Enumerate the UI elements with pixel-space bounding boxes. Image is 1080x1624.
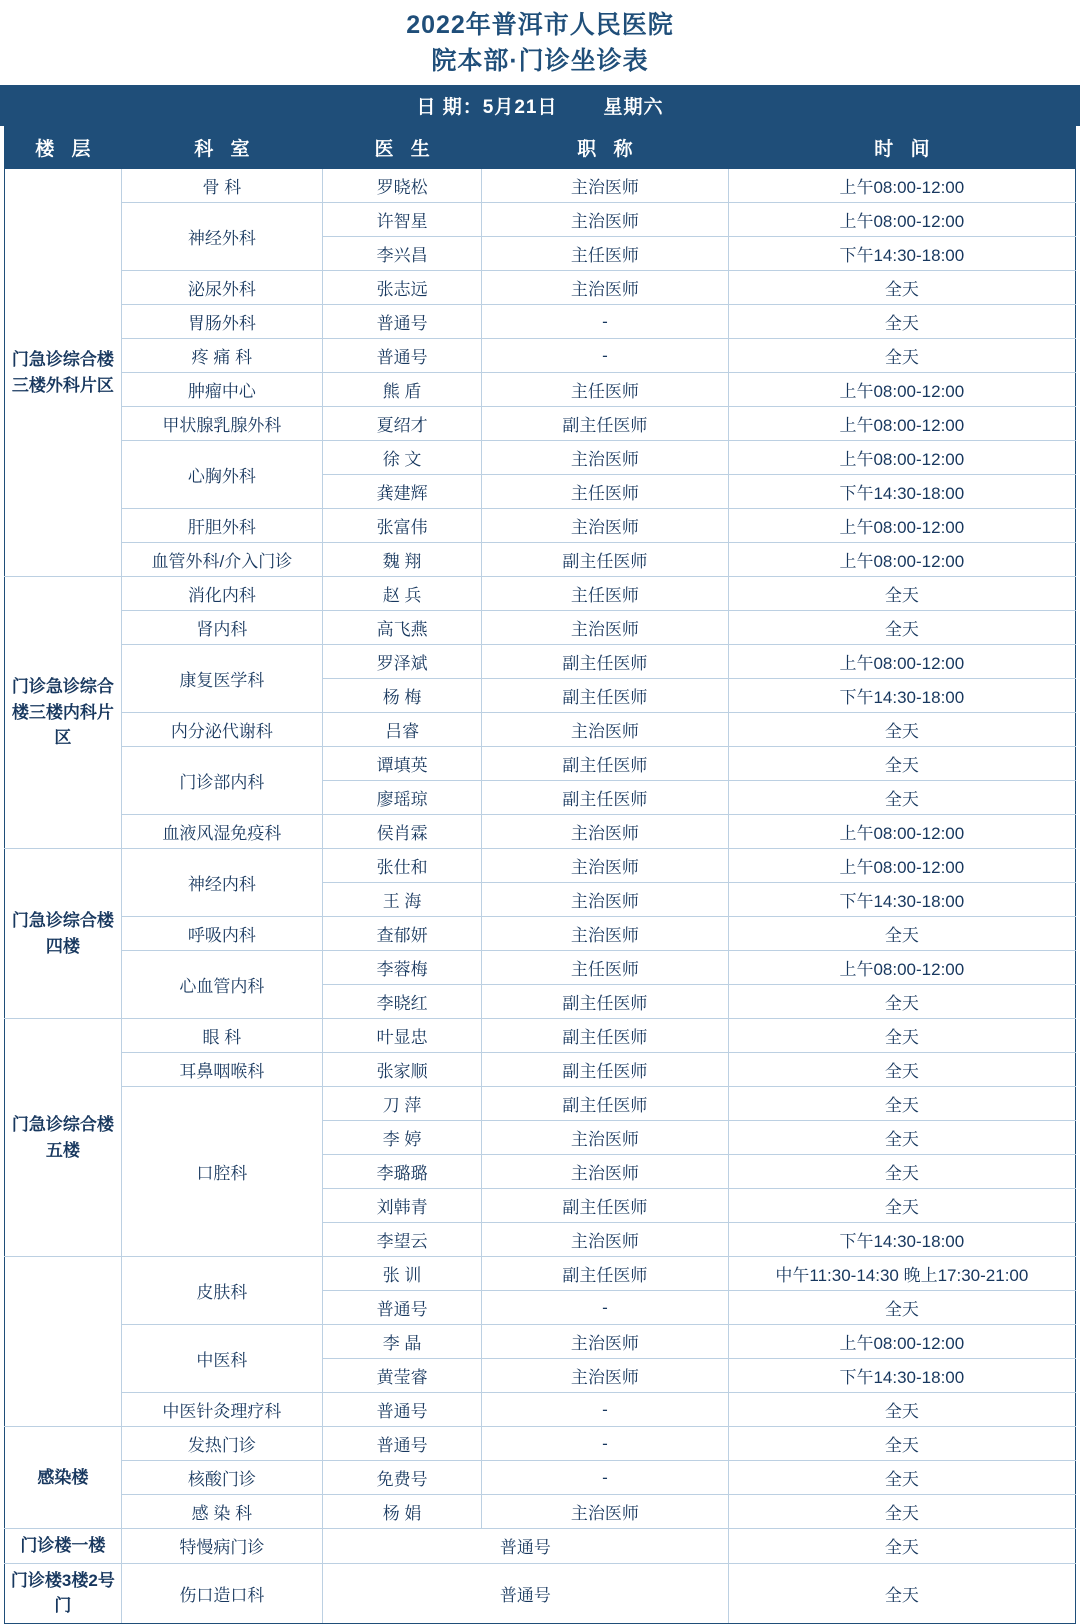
- doctor-cell: 李望云: [323, 1223, 482, 1257]
- department-cell: 眼 科: [121, 1019, 322, 1053]
- time-cell: 全天: [728, 305, 1075, 339]
- rank-cell: 主治医师: [482, 441, 729, 475]
- table-row: [5, 441, 1076, 475]
- floor-cell: [5, 1257, 122, 1427]
- department-cell: 特慢病门诊: [121, 1529, 322, 1564]
- table-row: [5, 611, 1076, 645]
- time-cell: 中午11:30-14:30 晚上17:30-21:00: [728, 1257, 1075, 1291]
- rank-cell: -: [482, 1461, 729, 1495]
- doctor-cell: 张仕和: [323, 849, 482, 883]
- doctor-cell: 罗晓松: [323, 169, 482, 203]
- doctor-cell: 许智星: [323, 203, 482, 237]
- rank-cell: 副主任医师: [482, 985, 729, 1019]
- time-cell: 上午08:00-12:00: [728, 441, 1075, 475]
- rank-cell: 副主任医师: [482, 645, 729, 679]
- time-cell: 全天: [728, 713, 1075, 747]
- time-cell: 全天: [728, 1121, 1075, 1155]
- rank-cell: 主治医师: [482, 1359, 729, 1393]
- schedule-table: [4, 126, 1076, 1624]
- table-row: [5, 917, 1076, 951]
- floor-cell: 门诊楼一楼: [5, 1529, 122, 1564]
- rank-cell: 主治医师: [482, 917, 729, 951]
- column-header-rank: 职 称: [482, 127, 729, 169]
- date-label: 日 期：: [416, 97, 483, 118]
- rank-cell: 主治医师: [482, 509, 729, 543]
- department-cell: 心胸外科: [121, 441, 322, 509]
- department-cell: 血管外科/介入门诊: [121, 543, 322, 577]
- rank-cell: -: [482, 339, 729, 373]
- table-row: [5, 1087, 1076, 1121]
- rank-cell: 副主任医师: [482, 1257, 729, 1291]
- table-row: [5, 1427, 1076, 1461]
- rank-cell: 主任医师: [482, 373, 729, 407]
- department-cell: 心血管内科: [121, 951, 322, 1019]
- table-row: [5, 1325, 1076, 1359]
- rank-cell: 主治医师: [482, 1155, 729, 1189]
- table-row: [5, 577, 1076, 611]
- department-cell: 神经外科: [121, 203, 322, 271]
- time-cell: 全天: [728, 1189, 1075, 1223]
- time-cell: 全天: [728, 271, 1075, 305]
- doctor-cell: 普通号: [323, 1393, 482, 1427]
- department-cell: 肝胆外科: [121, 509, 322, 543]
- floor-cell: 感染楼: [5, 1427, 122, 1529]
- department-cell: 中医针灸理疗科: [121, 1393, 322, 1427]
- time-cell: 全天: [728, 1393, 1075, 1427]
- floor-cell: 门急诊综合楼三楼外科片区: [5, 169, 122, 577]
- rank-cell: 主任医师: [482, 951, 729, 985]
- department-cell: 感 染 科: [121, 1495, 322, 1529]
- rank-cell: 主任医师: [482, 237, 729, 271]
- department-cell: 康复医学科: [121, 645, 322, 713]
- rank-cell: 副主任医师: [482, 1189, 729, 1223]
- table-row: [5, 713, 1076, 747]
- doctor-cell: 侯肖霖: [323, 815, 482, 849]
- page-title: [0, 0, 1080, 85]
- rank-cell: 副主任医师: [482, 1087, 729, 1121]
- time-cell: 全天: [728, 577, 1075, 611]
- doctor-cell: 李兴昌: [323, 237, 482, 271]
- time-cell: 全天: [728, 1529, 1075, 1564]
- rank-cell: 副主任医师: [482, 543, 729, 577]
- doctor-cell: 张家顺: [323, 1053, 482, 1087]
- rank-cell: 主任医师: [482, 475, 729, 509]
- table-row: [5, 271, 1076, 305]
- department-cell: 皮肤科: [121, 1257, 322, 1325]
- department-cell: 内分泌代谢科: [121, 713, 322, 747]
- doctor-cell: 高飞燕: [323, 611, 482, 645]
- doctor-cell: 魏 翔: [323, 543, 482, 577]
- time-cell: 全天: [728, 1495, 1075, 1529]
- time-cell: 上午08:00-12:00: [728, 815, 1075, 849]
- rank-cell: -: [482, 1427, 729, 1461]
- doctor-cell: 查郁妍: [323, 917, 482, 951]
- doctor-cell: 张富伟: [323, 509, 482, 543]
- table-row: [5, 815, 1076, 849]
- department-cell: 泌尿外科: [121, 271, 322, 305]
- table-row: [5, 305, 1076, 339]
- table-row: [5, 1393, 1076, 1427]
- time-cell: 全天: [728, 1461, 1075, 1495]
- time-cell: 下午14:30-18:00: [728, 1223, 1075, 1257]
- doctor-cell: 熊 盾: [323, 373, 482, 407]
- table-body: [5, 169, 1076, 1624]
- department-cell: 伤口造口科: [121, 1563, 322, 1623]
- doctor-cell: 免费号: [323, 1461, 482, 1495]
- doctor-cell: 吕睿: [323, 713, 482, 747]
- time-cell: 上午08:00-12:00: [728, 951, 1075, 985]
- department-cell: 门诊部内科: [121, 747, 322, 815]
- rank-cell: 副主任医师: [482, 407, 729, 441]
- rank-cell: -: [482, 1393, 729, 1427]
- doctor-cell: 叶显忠: [323, 1019, 482, 1053]
- rank-cell: 主治医师: [482, 169, 729, 203]
- table-row: [5, 1257, 1076, 1291]
- doctor-cell: 廖瑶琼: [323, 781, 482, 815]
- column-header-dept: 科 室: [121, 127, 322, 169]
- table-row: [5, 951, 1076, 985]
- rank-cell: 主治医师: [482, 815, 729, 849]
- rank-cell: 主治医师: [482, 849, 729, 883]
- time-cell: 下午14:30-18:00: [728, 679, 1075, 713]
- department-cell: 血液风湿免疫科: [121, 815, 322, 849]
- time-cell: 全天: [728, 1563, 1075, 1623]
- doctor-cell: 普通号: [323, 1291, 482, 1325]
- doctor-cell: 罗泽斌: [323, 645, 482, 679]
- time-cell: 全天: [728, 1087, 1075, 1121]
- doctor-cell: 龚建辉: [323, 475, 482, 509]
- time-cell: 上午08:00-12:00: [728, 849, 1075, 883]
- doctor-cell: 刘韩青: [323, 1189, 482, 1223]
- department-cell: 呼吸内科: [121, 917, 322, 951]
- doctor-cell: 赵 兵: [323, 577, 482, 611]
- department-cell: 肿瘤中心: [121, 373, 322, 407]
- table-row: [5, 407, 1076, 441]
- table-row: [5, 373, 1076, 407]
- rank-cell: 主治医师: [482, 1325, 729, 1359]
- table-row: [5, 203, 1076, 237]
- time-cell: 上午08:00-12:00: [728, 543, 1075, 577]
- doctor-cell: 李蓉梅: [323, 951, 482, 985]
- time-cell: 全天: [728, 747, 1075, 781]
- time-cell: 上午08:00-12:00: [728, 1325, 1075, 1359]
- department-cell: 口腔科: [121, 1087, 322, 1257]
- time-cell: 下午14:30-18:00: [728, 237, 1075, 271]
- doctor-cell: 徐 文: [323, 441, 482, 475]
- doctor-cell: 杨 梅: [323, 679, 482, 713]
- doctor-cell: 张 训: [323, 1257, 482, 1291]
- table-head: [5, 127, 1076, 169]
- doctor-cell: 普通号: [323, 339, 482, 373]
- floor-cell: 门急诊综合楼五楼: [5, 1019, 122, 1257]
- time-cell: 上午08:00-12:00: [728, 169, 1075, 203]
- table-row: [5, 849, 1076, 883]
- department-cell: 胃肠外科: [121, 305, 322, 339]
- table-row: [5, 1461, 1076, 1495]
- time-cell: 全天: [728, 339, 1075, 373]
- rank-cell: 主治医师: [482, 1121, 729, 1155]
- table-row: [5, 1529, 1076, 1564]
- time-cell: 全天: [728, 1019, 1075, 1053]
- department-cell: 肾内科: [121, 611, 322, 645]
- table-row: [5, 747, 1076, 781]
- table-row: [5, 645, 1076, 679]
- department-cell: 核酸门诊: [121, 1461, 322, 1495]
- table-row: [5, 509, 1076, 543]
- title-line-1: 2022年普洱市人民医院: [406, 11, 674, 39]
- time-cell: 全天: [728, 1427, 1075, 1461]
- rank-cell: 副主任医师: [482, 1019, 729, 1053]
- table-row: [5, 169, 1076, 203]
- column-header-time: 时 间: [728, 127, 1075, 169]
- floor-cell: 门诊急诊综合楼三楼内科片区: [5, 577, 122, 849]
- doctor-cell: 普通号: [323, 1563, 729, 1623]
- department-cell: 骨 科: [121, 169, 322, 203]
- rank-cell: 副主任医师: [482, 679, 729, 713]
- rank-cell: 主治医师: [482, 713, 729, 747]
- doctor-cell: 王 海: [323, 883, 482, 917]
- floor-cell: 门急诊综合楼四楼: [5, 849, 122, 1019]
- doctor-cell: 杨 娟: [323, 1495, 482, 1529]
- department-cell: 神经内科: [121, 849, 322, 917]
- doctor-cell: 李 婷: [323, 1121, 482, 1155]
- department-cell: 疼 痛 科: [121, 339, 322, 373]
- rank-cell: 主治医师: [482, 203, 729, 237]
- rank-cell: -: [482, 305, 729, 339]
- table-row: [5, 1495, 1076, 1529]
- rank-cell: 副主任医师: [482, 747, 729, 781]
- department-cell: 耳鼻咽喉科: [121, 1053, 322, 1087]
- time-cell: 下午14:30-18:00: [728, 475, 1075, 509]
- department-cell: 发热门诊: [121, 1427, 322, 1461]
- date-bar: [0, 85, 1080, 126]
- time-cell: 上午08:00-12:00: [728, 203, 1075, 237]
- table-header-row: [5, 127, 1076, 169]
- weekday-value: 星期六: [603, 97, 664, 118]
- time-cell: 上午08:00-12:00: [728, 407, 1075, 441]
- department-cell: 中医科: [121, 1325, 322, 1393]
- table-row: [5, 1053, 1076, 1087]
- title-line-2: 院本部·门诊坐诊表: [431, 46, 649, 75]
- column-header-doctor: 医 生: [323, 127, 482, 169]
- time-cell: 全天: [728, 611, 1075, 645]
- rank-cell: 副主任医师: [482, 1053, 729, 1087]
- doctor-cell: 普通号: [323, 1529, 729, 1564]
- table-row: [5, 1019, 1076, 1053]
- doctor-cell: 谭填英: [323, 747, 482, 781]
- column-header-floor: 楼 层: [5, 127, 122, 169]
- rank-cell: -: [482, 1291, 729, 1325]
- time-cell: 全天: [728, 1053, 1075, 1087]
- time-cell: 全天: [728, 781, 1075, 815]
- rank-cell: 副主任医师: [482, 781, 729, 815]
- floor-cell: 门诊楼3楼2号门: [5, 1563, 122, 1623]
- rank-cell: 主治医师: [482, 271, 729, 305]
- time-cell: 全天: [728, 1155, 1075, 1189]
- doctor-cell: 李璐璐: [323, 1155, 482, 1189]
- time-cell: 上午08:00-12:00: [728, 645, 1075, 679]
- time-cell: 上午08:00-12:00: [728, 509, 1075, 543]
- time-cell: 全天: [728, 985, 1075, 1019]
- time-cell: 上午08:00-12:00: [728, 373, 1075, 407]
- rank-cell: 主任医师: [482, 577, 729, 611]
- time-cell: 全天: [728, 917, 1075, 951]
- table-wrapper: [0, 126, 1080, 1624]
- table-row: [5, 1563, 1076, 1623]
- doctor-cell: 普通号: [323, 305, 482, 339]
- doctor-cell: 李 晶: [323, 1325, 482, 1359]
- rank-cell: 主治医师: [482, 611, 729, 645]
- doctor-cell: 夏绍才: [323, 407, 482, 441]
- department-cell: 消化内科: [121, 577, 322, 611]
- table-row: [5, 339, 1076, 373]
- doctor-cell: 普通号: [323, 1427, 482, 1461]
- date-value: 5月21日: [482, 97, 558, 118]
- table-row: [5, 543, 1076, 577]
- rank-cell: 主治医师: [482, 883, 729, 917]
- doctor-cell: 李晓红: [323, 985, 482, 1019]
- rank-cell: 主治医师: [482, 1495, 729, 1529]
- rank-cell: 主治医师: [482, 1223, 729, 1257]
- doctor-cell: 张志远: [323, 271, 482, 305]
- time-cell: 下午14:30-18:00: [728, 883, 1075, 917]
- doctor-cell: 刀 萍: [323, 1087, 482, 1121]
- time-cell: 下午14:30-18:00: [728, 1359, 1075, 1393]
- department-cell: 甲状腺乳腺外科: [121, 407, 322, 441]
- time-cell: 全天: [728, 1291, 1075, 1325]
- doctor-cell: 黄莹睿: [323, 1359, 482, 1393]
